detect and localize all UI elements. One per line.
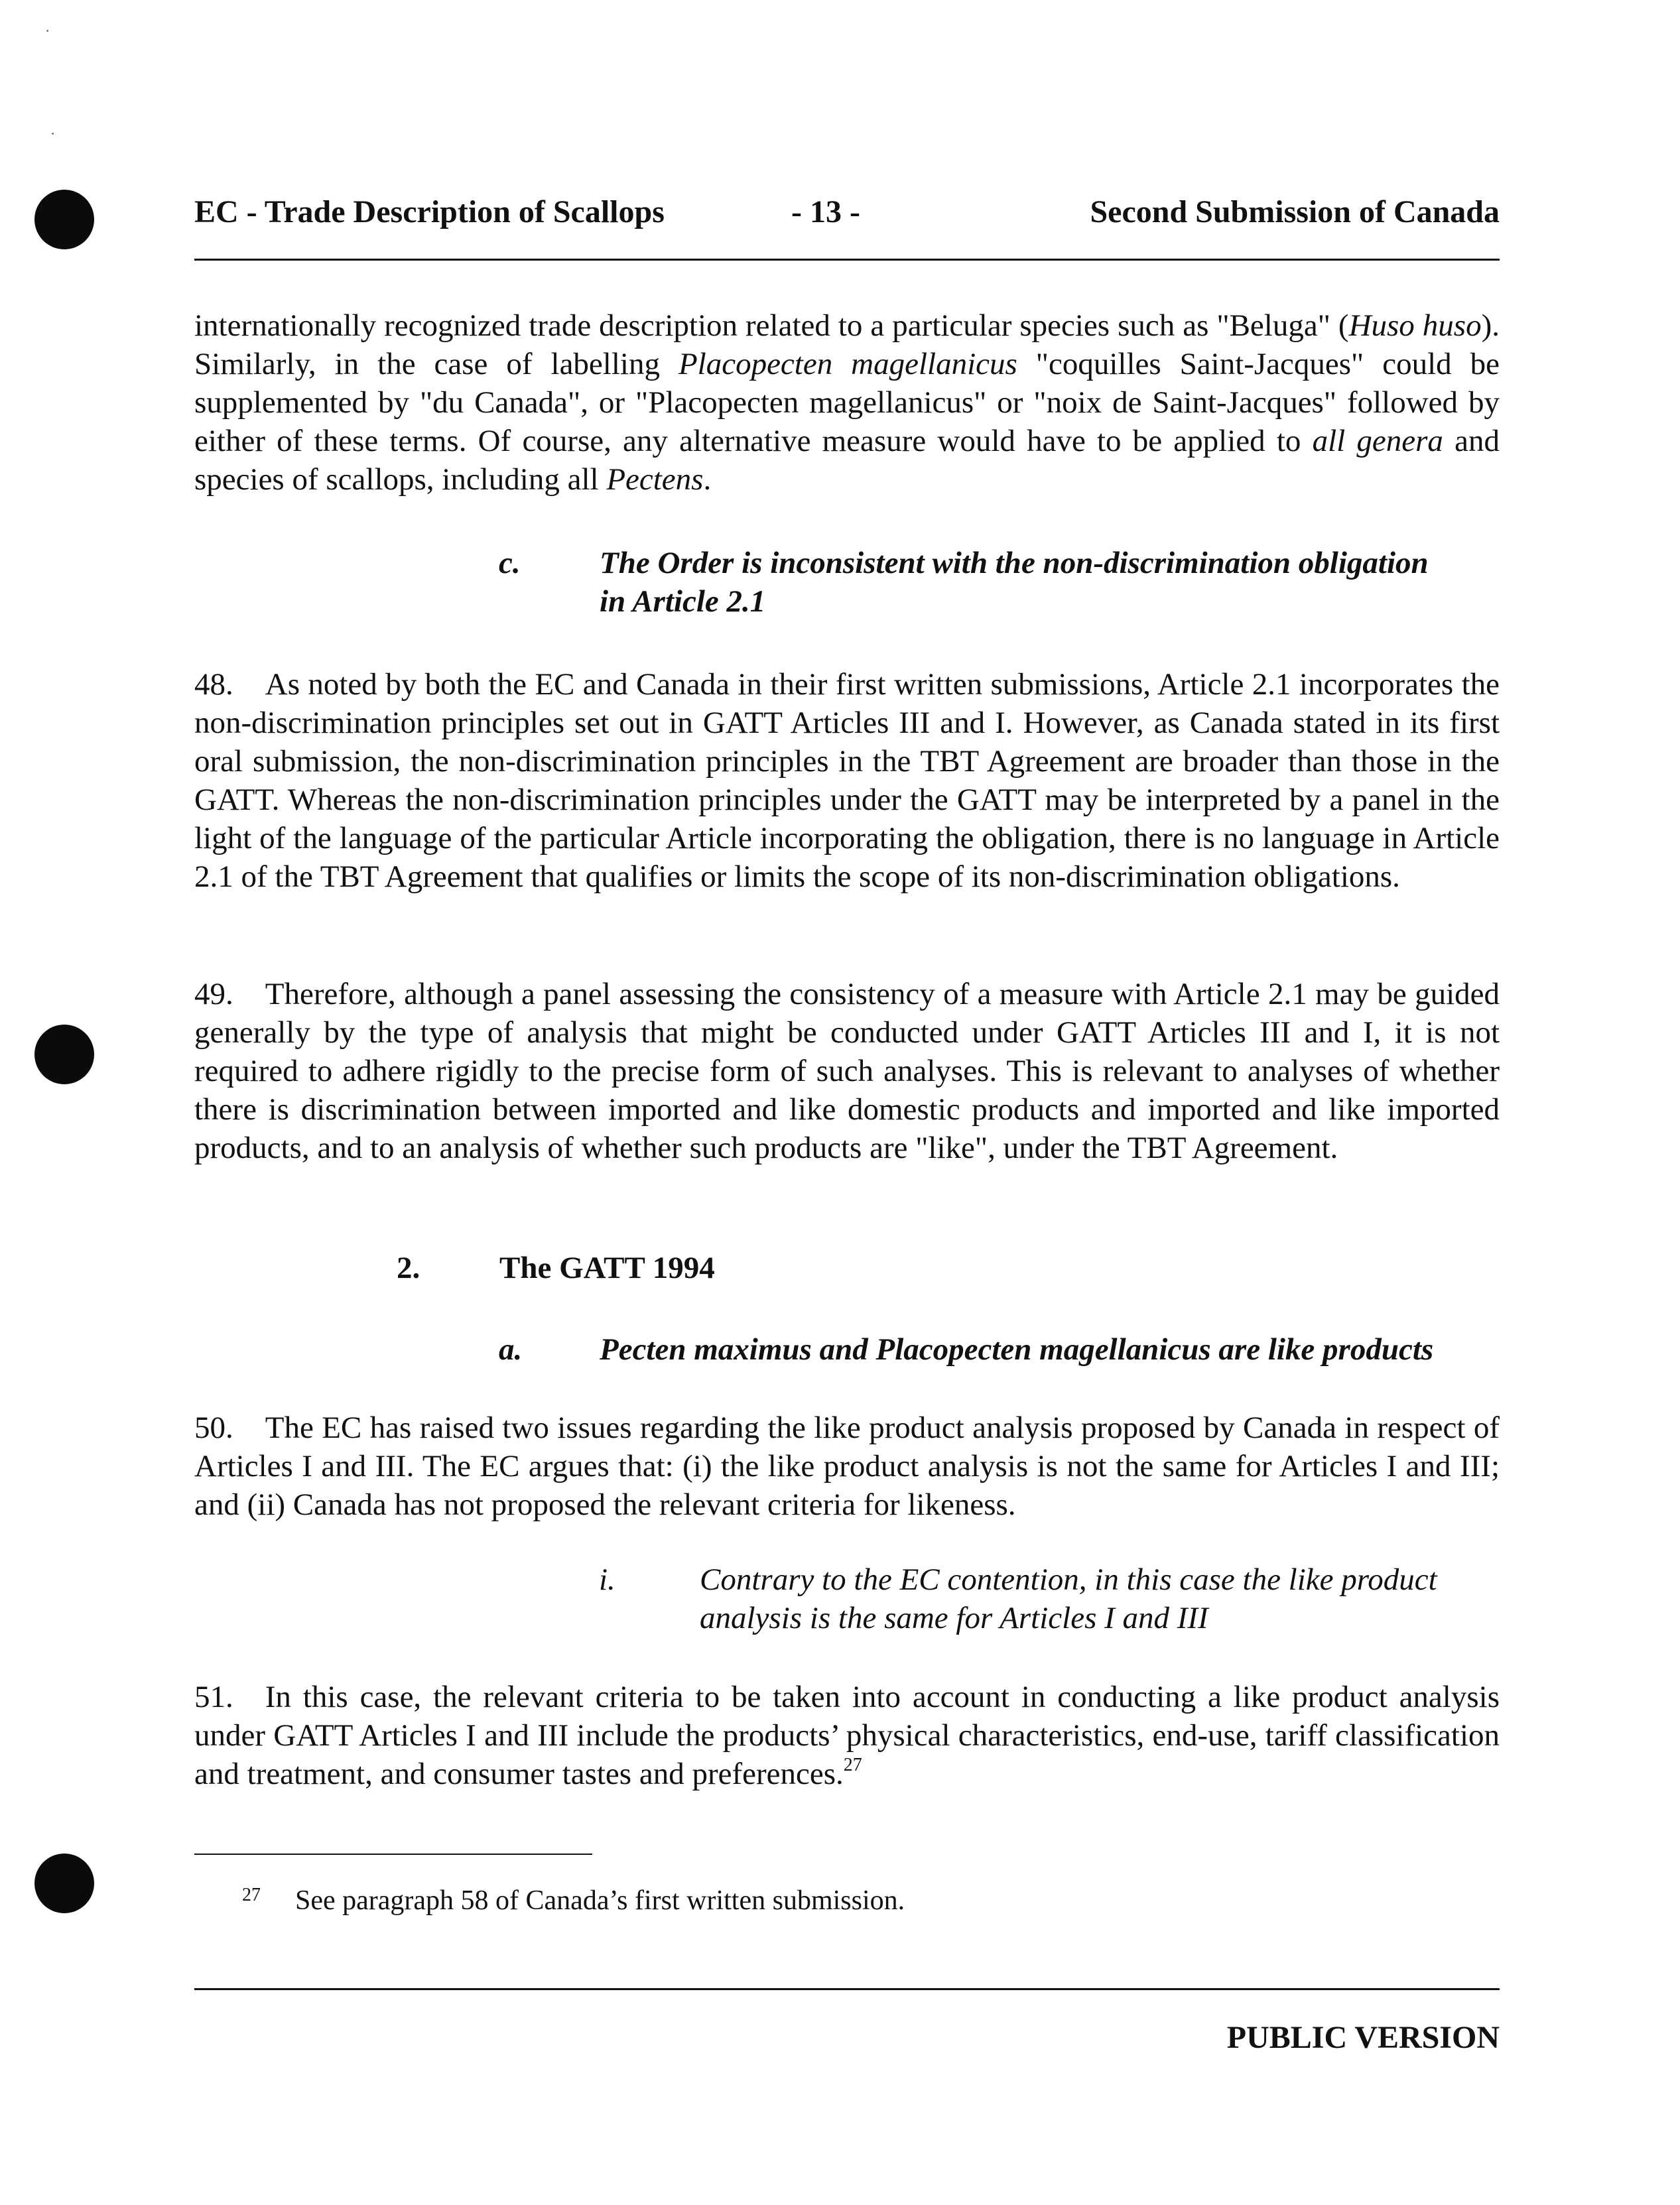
footnote xyxy=(242,1883,1500,1923)
punch-hole-middle xyxy=(34,1025,94,1084)
page-header xyxy=(194,194,1500,233)
heading-a-label: a. xyxy=(499,1332,523,1367)
scan-speck xyxy=(46,30,48,32)
paragraph-51 xyxy=(194,1678,1500,1793)
section-heading-2 xyxy=(397,1249,994,1289)
paragraph-48 xyxy=(194,665,1500,896)
heading-i-line1: Contrary to the EC contention, in this case the like product xyxy=(700,1562,1437,1597)
scan-speck xyxy=(52,133,54,135)
heading-c-line2: in Article 2.1 xyxy=(600,584,766,619)
footnote-rule xyxy=(194,1854,592,1855)
header-title: EC - Trade Description of Scallops xyxy=(194,194,665,229)
intro-text-1: internationally recognized trade description related to a particular species such as "Beluga" ( xyxy=(194,308,1349,343)
heading-c-label: c. xyxy=(499,546,521,580)
paragraph-text: Therefore, although a panel assessing the consistency of a measure with Article 2.1 may be guided generally by the type of analysis that might be conducted under GATT Articles III and I, it is not required to adhere rigidly to the precise form of such analyses. This is relevant to analyses of whether there is discrimination between imported and like domestic products and imported and like imported products, and to an analysis of whether such products are "like", under the TBT Agreement. xyxy=(194,977,1500,1165)
paragraph-number: 49. xyxy=(194,977,233,1011)
paragraph-number: 51. xyxy=(194,1680,233,1714)
header-document-name: Second Submission of Canada xyxy=(1090,194,1500,229)
heading-i-line2: analysis is the same for Articles I and III xyxy=(700,1601,1208,1635)
heading-2-label: 2. xyxy=(397,1251,420,1285)
paragraph-number: 50. xyxy=(194,1411,233,1445)
intro-italic-2: Placopecten magellanicus xyxy=(678,347,1017,381)
section-heading-c xyxy=(499,544,1500,623)
punch-hole-top xyxy=(34,190,94,249)
paragraph-text: In this case, the relevant criteria to be taken into account in conducting a like product analysis under GATT Articles I and III include the products’ physical characteristics, end-use, tariff classification and treatment, and consumer tastes and preferences. xyxy=(194,1680,1500,1791)
footnote-number: 27 xyxy=(242,1885,261,1905)
header-rule xyxy=(194,259,1500,261)
footnote-text: See paragraph 58 of Canada’s first written submission. xyxy=(295,1885,905,1916)
heading-c-line1: The Order is inconsistent with the non-discrimination obligation xyxy=(600,546,1429,580)
punch-hole-bottom xyxy=(34,1854,94,1913)
intro-text-2: ). Similarly, in the case of labelling xyxy=(194,308,1500,381)
paragraph-49 xyxy=(194,975,1500,1167)
public-version-label: PUBLIC VERSION xyxy=(1226,2020,1500,2055)
footer-rule xyxy=(194,1988,1500,1990)
page-number: - 13 - xyxy=(791,194,860,229)
intro-text-4: and species of scallops, including all xyxy=(194,424,1500,497)
intro-text-5: . xyxy=(703,462,712,497)
paragraph-number: 48. xyxy=(194,667,233,702)
heading-2-title: The GATT 1994 xyxy=(499,1251,715,1285)
intro-italic-1: Huso huso xyxy=(1348,308,1482,343)
intro-paragraph xyxy=(194,306,1500,499)
intro-text-3: "coquilles Saint-Jacques" could be supplemented by "du Canada", or "Placopecten magellanicus" or "noix de Saint-Jacques" followed by either of these terms. Of course, any alternative measure would have to be applied to xyxy=(194,347,1500,458)
heading-i-label: i. xyxy=(599,1562,615,1597)
footnote-reference[interactable]: 27 xyxy=(843,1755,862,1775)
section-heading-a xyxy=(499,1330,1507,1370)
heading-a-title: Pecten maximus and Placopecten magellanicus are like products xyxy=(600,1332,1434,1367)
intro-italic-4: Pectens xyxy=(606,462,704,497)
paragraph-50 xyxy=(194,1409,1500,1524)
intro-italic-3: all genera xyxy=(1312,424,1443,458)
paragraph-text: The EC has raised two issues regarding the like product analysis proposed by Canada in respect of Articles I and III. The EC argues that: (i) the like product analysis is not the same for Articles I and III; and (ii) Canada has not proposed the relevant criteria for likeness. xyxy=(194,1411,1500,1522)
paragraph-text: As noted by both the EC and Canada in their first written submissions, Article 2.1 incorporates the non-discrimination principles set out in GATT Articles III and I. However, as Canada stated in its first oral submission, the non-discrimination principles in the TBT Agreement are broader than those in the GATT. Whereas the non-discrimination principles under the GATT may be interpreted by a panel in the light of the language of the particular Article incorporating the obligation, there is no language in Article 2.1 of the TBT Agreement that qualifies or limits the scope of its non-discrimination obligations. xyxy=(194,667,1500,894)
section-heading-i xyxy=(599,1560,1501,1640)
